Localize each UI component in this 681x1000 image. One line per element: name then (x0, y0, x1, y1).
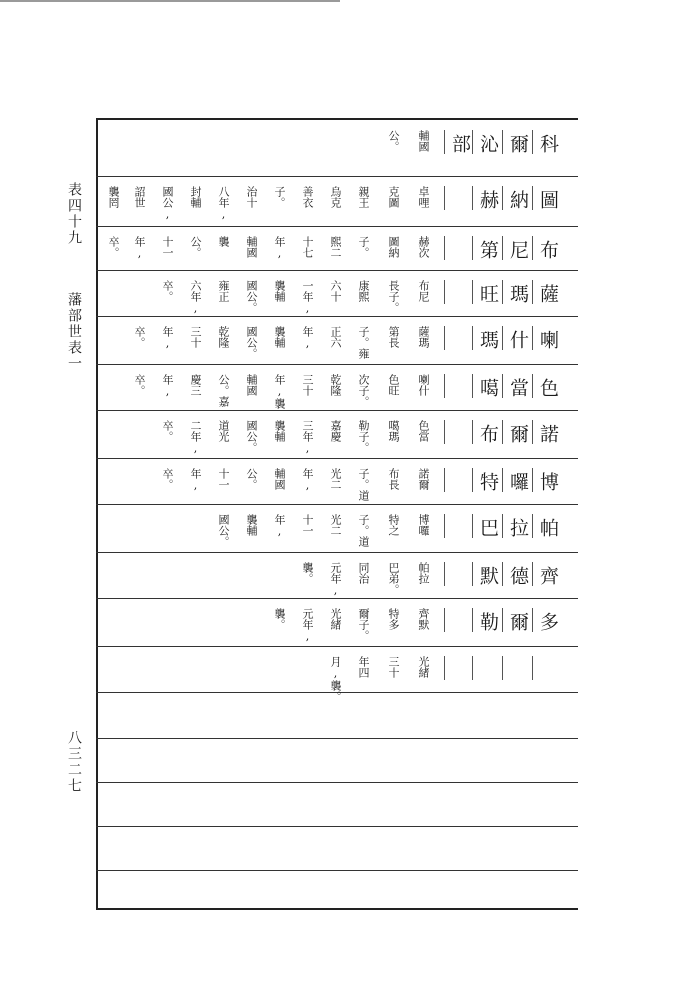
note-cell: 襲 (217, 236, 230, 247)
note-cell: 齊默 (417, 608, 430, 630)
name-cell: 巴 (477, 518, 499, 537)
column-marker (472, 468, 473, 492)
note-cell: 特多 (387, 608, 400, 630)
column-marker (502, 326, 503, 350)
note-cell: 爾子。 (357, 608, 370, 641)
note-cell: 輔國 (245, 374, 258, 396)
name-cell: 爾 (507, 424, 529, 443)
note-cell: 年, (161, 326, 174, 350)
row-rule (96, 552, 578, 553)
column-marker (502, 236, 503, 260)
column-marker (472, 420, 473, 444)
note-cell: 子。雍 (357, 326, 370, 359)
row-rule (96, 410, 578, 411)
note-cell: 八年, (217, 186, 230, 221)
section-title: 表四十九 (66, 182, 82, 246)
column-marker (532, 514, 533, 538)
note-cell: 色當 (417, 420, 430, 442)
note-cell: 勒子。 (357, 420, 370, 453)
name-cell: 科 (537, 134, 559, 153)
note-cell: 光緒 (329, 608, 342, 630)
note-cell: 卒。 (161, 468, 174, 490)
column-marker (532, 420, 533, 444)
note-cell: 烏克 (329, 186, 342, 208)
name-cell: 勒 (477, 612, 499, 631)
row-rule (96, 598, 578, 599)
column-marker (532, 280, 533, 304)
note-cell: 輔國 (245, 236, 258, 258)
row-rule (96, 364, 578, 365)
note-cell: 公。嘉 (217, 374, 230, 407)
name-cell: 布 (537, 240, 559, 259)
note-cell: 熙二 (329, 236, 342, 258)
name-cell: 默 (477, 566, 499, 585)
note-cell: 克圖 (387, 186, 400, 208)
note-cell: 子。道 (357, 514, 370, 547)
note-cell: 年, (301, 468, 314, 492)
note-cell: 公。 (189, 236, 202, 258)
note-cell: 六年, (189, 280, 202, 315)
note-cell: 長子。 (387, 280, 400, 313)
column-marker (472, 280, 473, 304)
name-cell: 帕 (537, 518, 559, 537)
note-cell: 善衣 (301, 186, 314, 208)
column-marker (532, 562, 533, 586)
note-cell: 治十 (245, 186, 258, 208)
name-cell: 旺 (477, 284, 499, 303)
note-cell: 年, (133, 236, 146, 260)
name-cell: 第 (477, 240, 499, 259)
note-cell: 三年, (301, 420, 314, 455)
column-marker (444, 326, 445, 350)
name-cell: 尼 (507, 240, 529, 259)
note-cell: 子。道 (357, 468, 370, 501)
note-cell: 元年, (329, 562, 342, 597)
note-cell: 十一 (217, 468, 230, 490)
table-left-rule (96, 118, 98, 910)
column-marker (532, 186, 533, 210)
note-cell: 卒。 (161, 280, 174, 302)
note-cell: 年, (301, 326, 314, 350)
note-cell: 諾爾 (417, 468, 430, 490)
column-marker (444, 608, 445, 632)
note-cell: 帕拉 (417, 562, 430, 584)
note-cell: 三十 (189, 326, 202, 348)
name-cell: 納 (507, 190, 529, 209)
note-cell: 國公。 (245, 420, 258, 453)
note-cell: 六十 (329, 280, 342, 302)
note-cell: 年, (273, 236, 286, 260)
note-cell: 年,襲 (273, 374, 286, 409)
name-cell: 圖 (537, 190, 559, 209)
name-cell: 諾 (537, 424, 559, 443)
scan-top-border (0, 0, 340, 2)
note-cell: 月,襲。 (329, 656, 342, 702)
column-marker (444, 130, 445, 154)
name-cell: 色 (537, 378, 559, 397)
name-cell: 沁 (477, 134, 499, 153)
row-rule (96, 782, 578, 783)
column-marker (502, 186, 503, 210)
note-cell: 國公, (161, 186, 174, 221)
column-marker (502, 374, 503, 398)
note-cell: 噶瑪 (387, 420, 400, 442)
note-cell: 嘉慶 (329, 420, 342, 442)
note-cell: 次子。 (357, 374, 370, 407)
column-marker (444, 280, 445, 304)
note-cell: 布長 (387, 468, 400, 490)
note-cell: 色旺 (387, 374, 400, 396)
note-cell: 年, (161, 374, 174, 398)
column-marker (532, 326, 533, 350)
note-cell: 襲。 (273, 608, 286, 630)
row-rule (96, 226, 578, 227)
note-cell: 赫次 (417, 236, 430, 258)
note-cell: 同治 (357, 562, 370, 584)
note-cell: 特之 (387, 514, 400, 536)
name-cell: 赫 (477, 190, 499, 209)
note-cell: 圖納 (387, 236, 400, 258)
name-cell: 布 (477, 424, 499, 443)
note-cell: 封輔 (189, 186, 202, 208)
column-marker (472, 130, 473, 154)
note-cell: 乾隆 (329, 374, 342, 396)
row-rule (96, 738, 578, 739)
note-cell: 第長 (387, 326, 400, 348)
note-cell: 子。 (273, 186, 286, 208)
note-cell: 輔國 (417, 130, 430, 152)
page-number: 八三二七 (66, 730, 82, 794)
column-marker (472, 326, 473, 350)
note-cell: 布尼 (417, 280, 430, 302)
name-cell: 囉 (507, 472, 529, 491)
row-rule (96, 646, 578, 647)
note-cell: 一年, (301, 280, 314, 315)
note-cell: 襲。 (301, 562, 314, 584)
column-marker (444, 420, 445, 444)
name-cell: 薩 (537, 284, 559, 303)
row-rule (96, 826, 578, 827)
row-rule (96, 458, 578, 459)
note-cell: 年, (273, 514, 286, 538)
note-cell: 十七 (301, 236, 314, 258)
note-cell: 襲輔 (273, 420, 286, 442)
column-marker (502, 562, 503, 586)
column-marker (502, 608, 503, 632)
note-cell: 光二 (329, 468, 342, 490)
column-marker (472, 374, 473, 398)
column-marker (444, 656, 445, 680)
row-rule (96, 316, 578, 317)
column-marker (532, 656, 533, 680)
note-cell: 喇什 (417, 374, 430, 396)
note-cell: 十一 (161, 236, 174, 258)
column-marker (472, 656, 473, 680)
note-cell: 襲輔 (245, 514, 258, 536)
note-cell: 卒。 (161, 420, 174, 442)
column-marker (502, 514, 503, 538)
column-marker (444, 236, 445, 260)
row-rule (96, 870, 578, 871)
note-cell: 巴弟。 (387, 562, 400, 595)
column-marker (444, 562, 445, 586)
name-cell: 什 (507, 330, 529, 349)
note-cell: 襲輔 (273, 280, 286, 302)
note-cell: 卓哩 (417, 186, 430, 208)
table-title: 藩部世表一 (66, 292, 82, 372)
column-marker (502, 420, 503, 444)
name-cell: 特 (477, 472, 499, 491)
note-cell: 慶三 (189, 374, 202, 396)
column-marker (532, 608, 533, 632)
column-marker (532, 374, 533, 398)
name-cell: 部 (449, 134, 471, 153)
name-cell: 瑪 (477, 330, 499, 349)
note-cell: 三十 (301, 374, 314, 396)
note-cell: 乾隆 (217, 326, 230, 348)
name-cell: 瑪 (507, 284, 529, 303)
note-cell: 博囉 (417, 514, 430, 536)
name-cell: 爾 (507, 134, 529, 153)
column-marker (444, 468, 445, 492)
name-cell: 爾 (507, 612, 529, 631)
note-cell: 卒。 (133, 326, 146, 348)
column-marker (472, 514, 473, 538)
name-cell: 拉 (507, 518, 529, 537)
table-bottom-rule (96, 908, 578, 910)
note-cell: 卒。 (107, 236, 120, 258)
note-cell: 襲輔 (273, 326, 286, 348)
name-cell: 齊 (537, 566, 559, 585)
column-marker (472, 608, 473, 632)
name-cell: 喇 (537, 330, 559, 349)
note-cell: 二年, (189, 420, 202, 455)
note-cell: 光緒 (417, 656, 430, 678)
note-cell: 國公。 (217, 514, 230, 547)
column-marker (472, 186, 473, 210)
note-cell: 十一 (301, 514, 314, 536)
column-marker (502, 468, 503, 492)
note-cell: 道光 (217, 420, 230, 442)
name-cell: 多 (537, 612, 559, 631)
column-marker (532, 236, 533, 260)
name-cell: 德 (507, 566, 529, 585)
note-cell: 年, (189, 468, 202, 492)
column-marker (472, 236, 473, 260)
note-cell: 光二 (329, 514, 342, 536)
note-cell: 公。 (245, 468, 258, 490)
note-cell: 輔國 (273, 468, 286, 490)
column-marker (532, 130, 533, 154)
note-cell: 康熙 (357, 280, 370, 302)
note-cell: 國公。 (245, 280, 258, 313)
column-marker (444, 514, 445, 538)
note-cell: 襲罔 (107, 186, 120, 208)
table-top-rule (96, 118, 578, 120)
note-cell: 公。 (387, 130, 400, 152)
note-cell: 子。 (357, 236, 370, 258)
note-cell: 薩瑪 (417, 326, 430, 348)
column-marker (502, 280, 503, 304)
note-cell: 正六 (329, 326, 342, 348)
name-cell: 博 (537, 472, 559, 491)
note-cell: 三十 (387, 656, 400, 678)
note-cell: 國公。 (245, 326, 258, 359)
column-marker (532, 468, 533, 492)
column-marker (502, 656, 503, 680)
column-marker (502, 130, 503, 154)
note-cell: 年四 (357, 656, 370, 678)
note-cell: 元年, (301, 608, 314, 643)
note-cell: 雍正 (217, 280, 230, 302)
column-marker (444, 374, 445, 398)
note-cell: 親王 (357, 186, 370, 208)
row-rule (96, 504, 578, 505)
name-cell: 噶 (477, 378, 499, 397)
row-rule (96, 176, 578, 177)
column-marker (472, 562, 473, 586)
note-cell: 卒。 (133, 374, 146, 396)
column-marker (444, 186, 445, 210)
name-cell: 當 (507, 378, 529, 397)
note-cell: 詔世 (133, 186, 146, 208)
row-rule (96, 270, 578, 271)
